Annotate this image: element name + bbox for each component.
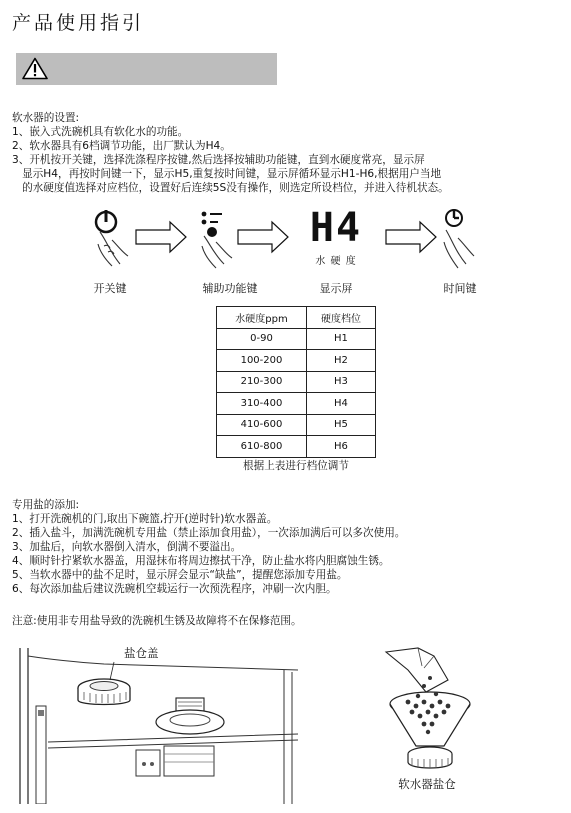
salt-heading: 专用盐的添加: [12, 499, 80, 511]
salt-cap-icon [78, 679, 130, 705]
display-caption: 水 硬 度 [315, 256, 357, 267]
salt-cap-label: 盐仓盖 [124, 646, 159, 660]
label-power-key: 开关键 [93, 282, 127, 295]
table-row [217, 393, 376, 415]
warranty-note: 注意:使用非专用盐导致的洗碗机生锈及故障将不在保修范围。 [12, 615, 302, 627]
table-cell-ppm: 100-200 [217, 350, 307, 372]
setup-flow-diagram [86, 200, 486, 280]
table-caption: 根据上表进行档位调节 [243, 460, 349, 472]
table-cell-level: H2 [306, 350, 375, 372]
table-cell-ppm: 0-90 [217, 328, 307, 350]
function-key-icon [202, 212, 232, 268]
table-cell-level: H3 [306, 371, 375, 393]
flow-arrow-2 [238, 222, 288, 252]
table-cell-ppm: 310-400 [217, 393, 307, 415]
warning-icon [22, 57, 48, 80]
table-row [217, 350, 376, 372]
salt-line-6: 6、每次添加盐后建议洗碗机空载运行一次预洗程序，冲刷一次内胆。 [12, 583, 337, 595]
table-header-ppm: 水硬度ppm [217, 307, 307, 329]
softener-line-2: 2、软水器具有6档调节功能，出厂默认为H4。 [12, 140, 231, 152]
table-cell-ppm: 610-800 [217, 436, 307, 458]
table-row [217, 371, 376, 393]
table-cell-level: H4 [306, 393, 375, 415]
salt-funnel-illustration [378, 646, 478, 772]
softener-line-1: 1、嵌入式洗碗机具有软化水的功能。 [12, 126, 189, 138]
table-row [217, 436, 376, 458]
table-row [217, 328, 376, 350]
softener-salt-label: 软水器盐仓 [398, 777, 456, 791]
flow-arrow-1 [136, 222, 186, 252]
display-readout: H4 [309, 205, 363, 251]
salt-line-1: 1、打开洗碗机的门,取出下碗篮,拧开(逆时针)软水器盖。 [12, 513, 278, 525]
salt-line-3: 3、加盐后，向软水器倒入清水，倒满不要溢出。 [12, 541, 242, 553]
salt-line-2: 2、插入盐斗，加满洗碗机专用盐（禁止添加食用盐），一次添加满后可以多次使用。 [12, 527, 406, 539]
table-row [217, 414, 376, 436]
table-header-row [217, 307, 376, 329]
table-cell-level: H6 [306, 436, 375, 458]
salt-line-4: 4、顺时针拧紧软水器盖，用湿抹布将周边擦拭干净，防止盐水将内胆腐蚀生锈。 [12, 555, 390, 567]
label-function-key: 辅助功能键 [202, 282, 258, 295]
flow-arrow-3 [386, 222, 436, 252]
table-cell-ppm: 210-300 [217, 371, 307, 393]
hardness-table [216, 306, 376, 458]
table-cell-level: H1 [306, 328, 375, 350]
label-time-key: 时间键 [443, 282, 477, 295]
dishwasher-interior-illustration [14, 646, 298, 804]
softener-line-5: 的水硬度值选择对应档位，设置好后连续5S没有操作，则选定所设档位，并进入待机状态。 [12, 182, 449, 194]
warning-bar [16, 53, 277, 85]
label-display: 显示屏 [319, 282, 353, 295]
spray-arm-hub-icon [156, 698, 224, 734]
table-cell-ppm: 410-600 [217, 414, 307, 436]
salt-line-5: 5、当软水器中的盐不足时，显示屏会显示“缺盐”，提醒您添加专用盐。 [12, 569, 348, 581]
softener-heading: 软水器的设置: [12, 112, 80, 124]
softener-line-4: 显示H4，再按时间键一下，显示H5,重复按时间键，显示屏循环显示H1-H6,根据用户当地 [12, 168, 442, 180]
table-header-level: 硬度档位 [306, 307, 375, 329]
power-key-icon [96, 210, 128, 266]
softener-line-3: 3、开机按开关键，选择洗涤程序按键,然后选择按辅助功能键，直到水硬度常亮，显示屏 [12, 154, 425, 166]
page-title: 产品使用指引 [12, 12, 145, 34]
time-key-icon [444, 209, 474, 268]
table-cell-level: H5 [306, 414, 375, 436]
